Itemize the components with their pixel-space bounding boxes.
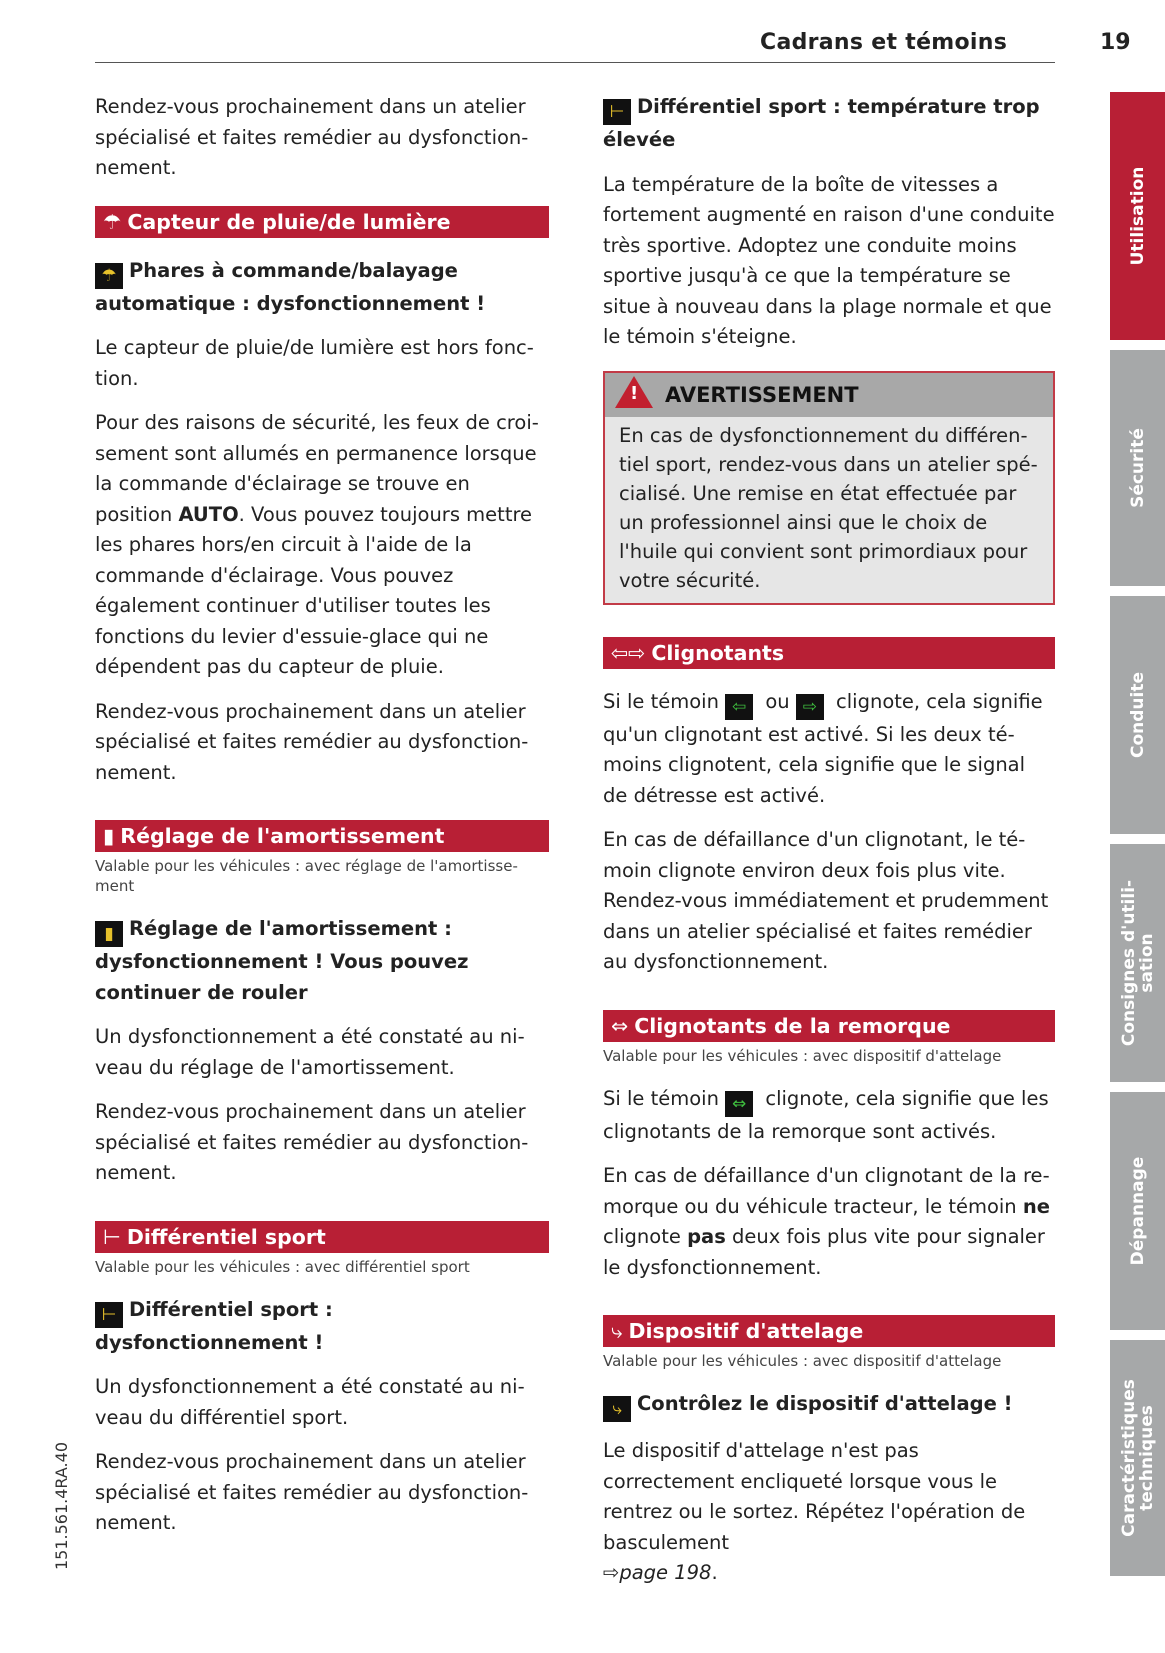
section-title: Clignotants de la remorque — [634, 1013, 951, 1038]
document-code: 151.561.4RA.40 — [52, 1441, 71, 1570]
text: ou — [759, 689, 796, 713]
section-bar-rain-sensor — [95, 206, 549, 238]
header-divider — [95, 62, 1055, 63]
trailer-turn-signal-icon: ⇔ — [611, 1013, 629, 1038]
trailer-turn-signal-icon: ⇔ — [725, 1091, 753, 1117]
side-tab-depannage[interactable] — [1110, 1092, 1165, 1330]
section-bar-sport-differential — [95, 1221, 549, 1253]
validity-note: Valable pour les véhicules : avec dispositif d'attelage — [603, 1046, 1002, 1065]
section-title: Capteur de pluie/de lumière — [127, 209, 451, 234]
warning-subtitle — [95, 914, 549, 1008]
side-tab-label: Sécurité — [1127, 428, 1148, 508]
warning-subtitle — [603, 1389, 1055, 1422]
damping-icon: ▮ — [103, 824, 115, 848]
side-tab-consignes[interactable] — [1110, 844, 1165, 1082]
text: Si le témoin — [603, 689, 726, 713]
sport-differential-icon: ⊢ — [95, 1302, 123, 1328]
section-title: Réglage de l'amortissement — [120, 824, 445, 848]
page-number: 19 — [1100, 30, 1131, 55]
paragraph: Rendez-vous prochainement dans un atelier spécialisé et faites remédier au dysfonctionnement. — [95, 1450, 529, 1534]
subtitle-text: Phares à commande/balayage automatique : dysfonctionnement ! — [95, 258, 486, 315]
text: clignote, cela signifie que les clignotants de la remorque sont activés. — [603, 1086, 1049, 1143]
paragraph: La température de la boîte de vitesses a fortement augmenté en raison d'une conduite très sportive. Adoptez une conduite moins sportive jusqu'à ce que la température se situe à nouveau dans la plage normale et que le témoin s'éteigne. — [603, 172, 1055, 348]
paragraph: Un dysfonctionnement a été constaté au niveau du réglage de l'amortissement. — [95, 1025, 525, 1079]
side-tab-label-line: sation — [1136, 933, 1157, 993]
page-header-title: Cadrans et témoins — [760, 30, 1008, 55]
warning-box — [603, 371, 1055, 605]
warning-text: En cas de dysfonctionnement du différentiel sport, rendez-vous dans un atelier spécialisé. Une remise en état effectuée par un professionnel ainsi que le choix de l'huile qui convient sont primordiaux pour votre sécurité. — [619, 423, 1038, 592]
paragraph — [95, 408, 549, 683]
paragraph: En cas de défaillance d'un clignotant, le témoin clignote environ deux fois plus vite. Rendez-vous immédiatement et prudemment dans un atelier spécialisé et faites remédier au dysfonctionnement. — [603, 828, 1049, 973]
side-tab-securite[interactable] — [1110, 350, 1165, 586]
side-tab-label — [1120, 880, 1156, 1046]
validity-note: Valable pour les véhicules : avec réglage de l'amortissement — [95, 857, 518, 895]
warning-subtitle — [95, 1295, 549, 1359]
side-tab-conduite[interactable] — [1110, 596, 1165, 834]
text: clignote — [603, 1225, 688, 1248]
side-tab-label-line: techniques — [1136, 1405, 1157, 1511]
page-reference-link[interactable]: page 198 — [619, 1561, 712, 1584]
section-bar-towing-hitch — [603, 1315, 1055, 1347]
side-tab-caracteristiques[interactable] — [1110, 1340, 1165, 1576]
side-tab-label-line: Consignes d'utili- — [1118, 879, 1139, 1047]
bold-text: AUTO — [178, 502, 239, 526]
paragraph — [603, 1436, 1055, 1589]
section-title: Dispositif d'attelage — [628, 1319, 864, 1343]
towing-hitch-icon: ⤷ — [603, 1396, 631, 1422]
section-bar-trailer-turn-signals — [603, 1010, 1055, 1042]
side-tab-label: Dépannage — [1127, 1156, 1148, 1266]
warning-triangle-icon: ! — [615, 376, 653, 408]
side-tab-label-line: Caractéristiques — [1118, 1379, 1139, 1537]
subtitle-text: Contrôlez le dispositif d'attelage ! — [637, 1392, 1013, 1415]
turn-signal-icon: ⇦⇨ — [611, 640, 646, 665]
section-bar-damping — [95, 820, 549, 852]
right-turn-signal-icon: ⇨ — [796, 694, 824, 720]
paragraph: Rendez-vous prochainement dans un atelier spécialisé et faites remédier au dysfonctionnement. — [95, 699, 529, 784]
paragraph: Un dysfonctionnement a été constaté au niveau du différentiel sport. — [95, 1375, 525, 1429]
bold-text: pas — [687, 1225, 726, 1248]
text: deux fois plus vite pour signaler le dysfonctionnement. — [603, 1225, 1045, 1279]
sport-differential-icon: ⊢ — [103, 1224, 121, 1249]
arrow-right-icon: ⇨ — [603, 1561, 620, 1584]
left-turn-signal-icon: ⇦ — [725, 694, 753, 720]
warning-subtitle — [95, 256, 549, 320]
damping-icon: ▮ — [95, 921, 123, 947]
warning-header — [605, 373, 1053, 417]
side-tab-label: Utilisation — [1127, 166, 1148, 266]
side-tab-utilisation[interactable] — [1110, 92, 1165, 340]
text: . — [711, 1561, 718, 1584]
side-tab-label: Conduite — [1127, 671, 1148, 759]
text: . Vous pouvez toujours mettre les phares hors/en circuit à l'aide de la commande d'éclairage. Vous pouvez également continuer d'utiliser toutes les fonctions du levier d'essuie-glace qui ne dépendent pas du capteur de pluie. — [95, 502, 533, 678]
paragraph — [603, 687, 1055, 812]
sport-differential-icon: ⊢ — [603, 99, 631, 125]
rain-light-sensor-icon: ☂ — [95, 263, 123, 289]
text: clignote, cela signifie qu'un clignotant est activé. Si les deux témoins clignotent, cela signifie que le signal de détresse est activé. — [603, 689, 1043, 807]
paragraph — [603, 1161, 1055, 1283]
subtitle-text: Différentiel sport : dysfonctionnement ! — [95, 1297, 333, 1354]
subtitle-text: Réglage de l'amortissement : dysfonctionnement ! Vous pouvez continuer de rouler — [95, 917, 469, 1004]
paragraph: Rendez-vous prochainement dans un atelier spécialisé et faites remédier au dysfonctionnement. — [95, 1100, 529, 1184]
text: Le dispositif d'attelage n'est pas correctement encliqueté lorsque vous le rentrez ou le sortez. Répétez l'opération de basculement — [603, 1439, 1026, 1554]
section-title: Différentiel sport — [126, 1224, 326, 1249]
text: Pour des raisons de sécurité, les feux de croisement sont allumés en permanence lorsque la commande d'éclairage se trouve en position — [95, 411, 539, 526]
right-column — [603, 92, 1055, 1603]
warning-subtitle — [603, 92, 1055, 156]
text: En cas de défaillance d'un clignotant de la remorque ou du véhicule tracteur, le témoin — [603, 1164, 1050, 1218]
left-column — [95, 92, 549, 1553]
warning-title: AVERTISSEMENT — [665, 382, 859, 407]
paragraph: Le capteur de pluie/de lumière est hors fonction. — [95, 336, 534, 390]
section-title: Clignotants — [651, 640, 785, 665]
validity-note: Valable pour les véhicules : avec différentiel sport — [95, 1257, 470, 1276]
bold-text: ne — [1022, 1194, 1050, 1218]
validity-note: Valable pour les véhicules : avec dispositif d'attelage — [603, 1352, 1002, 1370]
paragraph: Rendez-vous prochainement dans un atelier spécialisé et faites remédier au dysfonctionnement. — [95, 95, 529, 179]
side-tab-label — [1120, 1379, 1156, 1537]
subtitle-text: Différentiel sport : température trop élevée — [603, 95, 1040, 151]
towing-hitch-icon: ⤷ — [611, 1319, 623, 1343]
rain-light-sensor-icon: ☂ — [103, 209, 122, 234]
section-bar-turn-signals — [603, 637, 1055, 669]
text: Si le témoin — [603, 1086, 726, 1110]
paragraph — [603, 1084, 1055, 1148]
